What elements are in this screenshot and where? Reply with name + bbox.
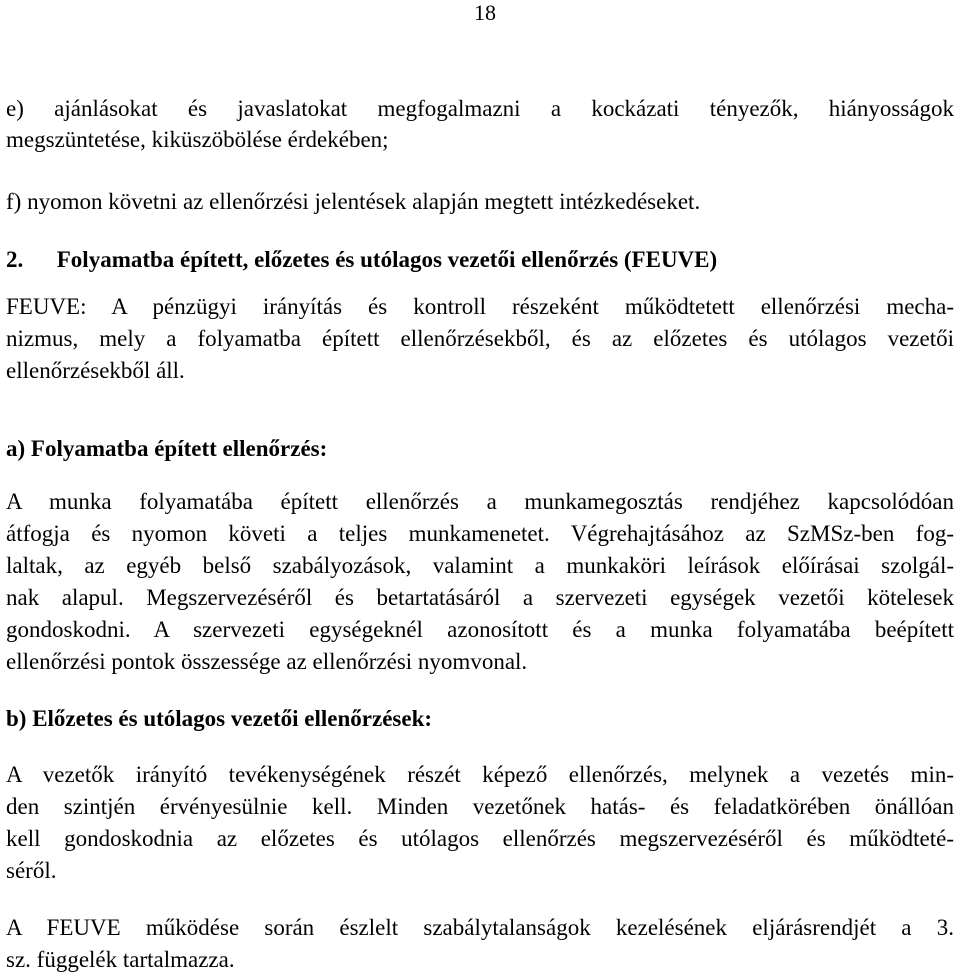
subsection-a-line-1: A munka folyamatába épített ellenőrzés a munkamegosztás rendjéhez kapcsolódóan <box>6 489 954 514</box>
subsection-a-line-3: laltak, az egyéb belső szabályozások, valamint a munkaköri leírások előírásai szolgál- <box>6 553 954 578</box>
section-title: Folyamatba épített, előzetes és utólagos vezetői ellenőrzés (FEUVE) <box>56 247 718 272</box>
subsection-a-line-5: gondoskodni. A szervezeti egységeknél azonosított és a munka folyamatába beépített <box>6 617 954 642</box>
subsection-a-line-4: nak alapul. Megszervezéséről és betartatásáról a szervezeti egységek vezetői kötelesek <box>6 585 954 610</box>
list-item-e-line-2: megszüntetése, kiküszöbölése érdekében; <box>6 127 389 152</box>
subsection-a-heading: a) Folyamatba épített ellenőrzés: <box>6 436 328 461</box>
subsection-b-line-2: den szintjén érvényesülnie kell. Minden vezetőnek hatás- és feladatkörében önállóan <box>6 794 954 819</box>
list-item-f: f) nyomon követni az ellenőrzési jelentések alapján megtett intézkedéseket. <box>6 189 701 214</box>
feuve-definition-line-3: ellenőrzésekből áll. <box>6 358 185 383</box>
subsection-b-heading: b) Előzetes és utólagos vezetői ellenőrzések: <box>6 706 433 731</box>
feuve-definition-line-1: FEUVE: A pénzügyi irányítás és kontroll részeként működtetett ellenőrzési mecha- <box>6 294 954 319</box>
feuve-definition-line-2: nizmus, mely a folyamatba épített ellenőrzésekből, és az előzetes és utólagos vezetői <box>6 326 954 351</box>
closing-line-2: sz. függelék tartalmazza. <box>6 947 235 972</box>
closing-line-1: A FEUVE működése során észlelt szabálytalanságok kezelésének eljárásrendjét a 3. <box>6 915 954 940</box>
subsection-b-line-4: séről. <box>6 858 57 883</box>
section-number: 2. <box>6 247 24 272</box>
list-item-e-line-1: e) ajánlásokat és javaslatokat megfogalmazni a kockázati tényezők, hiányosságok <box>6 96 954 121</box>
subsection-a-line-6: ellenőrzési pontok összessége az ellenőrzési nyomvonal. <box>6 649 528 674</box>
section-heading <box>6 248 717 271</box>
subsection-b-line-3: kell gondoskodnia az előzetes és utólagos ellenőrzés megszervezéséről és működteté- <box>6 826 954 851</box>
page-number: 18 <box>474 0 496 25</box>
subsection-a-line-2: átfogja és nyomon követi a teljes munkamenetet. Végrehajtásához az SzMSz-ben fog- <box>6 521 954 546</box>
subsection-b-line-1: A vezetők irányító tevékenységének részét képező ellenőrzés, melynek a vezetés min- <box>6 762 954 787</box>
